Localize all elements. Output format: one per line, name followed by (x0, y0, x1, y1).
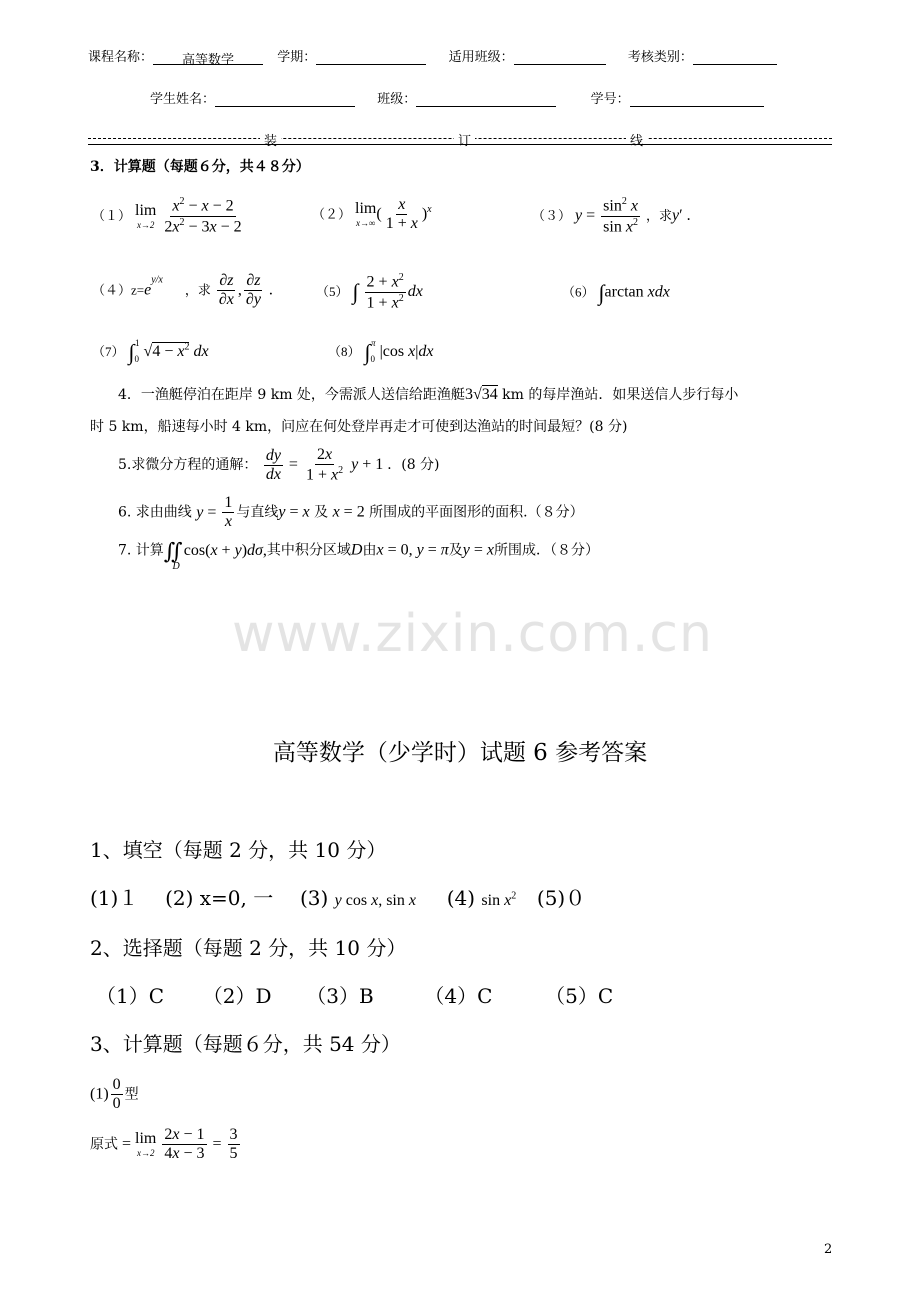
q5: 5.求微分方程的通解： $\frac{dy}{dx}$ = $\frac{2x}{1 + x^2}$ y + 1 ．(8 分) (118, 446, 440, 484)
q5-fraction: $\frac{2x}{1 + x^2}$ (305, 446, 344, 484)
term-label: 学期： (277, 50, 317, 65)
p2-label: （２） (312, 206, 352, 222)
header-row-1 (88, 46, 777, 68)
answer-s1-items: (1)１ (2) x=0, 一 (3) y cos x, sin x (4) $\sin x^2$ (5)０ (90, 886, 586, 910)
course-label: 课程名称： (88, 50, 154, 65)
p3-fraction: $\frac{\sin^2 x}{\sin x^2}$ (603, 196, 638, 236)
answer-s3-title: 3、计算题（每题６分，共 54 分） (90, 1032, 401, 1056)
binding-zhuang: 装 (260, 130, 281, 149)
q4-line1: 4．一渔艇停泊在距岸 9 km 处，今需派人送信给距渔艇3√34 km 的每岸渔站．如果送信人步行每小 (118, 386, 739, 403)
zero-over-zero: $\frac{0}{0}$ (112, 1076, 121, 1113)
student-field (215, 91, 355, 107)
answer-s2-items (96, 980, 613, 1009)
p7-label: （7） (92, 344, 125, 359)
s2-item-5: （5）C (545, 984, 614, 1008)
q6: 6. 求由曲线 y = $\frac{1}{x}$ 与直线y = x 及 x = 2 所围成的平面图形的面积.（８分） (118, 494, 584, 531)
problem-8: （8） $\int_0^\pi$ |cos x|dx (328, 338, 434, 365)
integral-sign: ∫ (352, 279, 359, 305)
s2-item-2: （2）D (202, 984, 272, 1008)
integral-sign: ∫ (364, 339, 371, 365)
p8-label: （8） (328, 344, 361, 359)
p6-label: （6） (562, 284, 595, 300)
s1-item-4: (4) (446, 886, 476, 910)
p5-fraction: $\frac{2 + x^2}{1 + x^2}$ (366, 272, 404, 312)
answer-orig: 原式 = lim x→2 $\frac{2x - 1}{4x - 3}$ = $\frac{3}{5}$ (90, 1126, 238, 1163)
section3-title: 3．计算题（每题６分，共４８分） (90, 159, 310, 175)
exam-type-label: 考核类别： (627, 50, 693, 65)
integral-sign: ∫ (128, 339, 135, 365)
answer-result: $\frac{3}{5}$ (229, 1126, 238, 1163)
p2-fraction: $\frac{x}{1 + x}$ (385, 196, 418, 233)
p3-label: （３） (532, 207, 572, 223)
p4-dzdx: $\frac{\partial z}{\partial x}$ (218, 272, 234, 309)
s1-item-2: (2) x=0, 一 (165, 886, 274, 910)
problem-3: （３） y = $\frac{\sin^2 x}{\sin x^2}$ ，求y′ . (532, 196, 691, 236)
problem-5: （5） ∫ $\frac{2 + x^2}{1 + x^2}$ dx (316, 272, 423, 312)
s2-item-3: （3）B (306, 984, 374, 1008)
answer-s2-title: 2、选择题（每题 2 分，共 10 分） (90, 936, 407, 960)
problem-6: （6） ∫arctan xdx (562, 280, 670, 305)
p4-label: （４）z= (92, 282, 145, 298)
q7: 7. 计算$∬_D$ cos(x + y)dσ,其中积分区域D由x = 0, y = π及y = x所围成．（８分） (118, 538, 600, 572)
page-number: 2 (824, 1242, 833, 1257)
student-label: 学生姓名： (150, 92, 216, 107)
problem-7: （7） $\int_0^1$ $√4 - x^2$ dx (92, 338, 209, 365)
p4-dzdy: $\frac{\partial z}{\partial y}$ (245, 272, 261, 309)
binding-xian: 线 (626, 130, 647, 149)
s2-item-1: （1）C (96, 984, 165, 1008)
integral-sign: ∫ (598, 280, 605, 305)
class-label: 适用班级： (448, 50, 514, 65)
problem-1 (92, 196, 246, 236)
binding-line (88, 130, 832, 149)
q6-fraction: $\frac{1}{x}$ (224, 494, 233, 531)
class2-field (416, 91, 556, 107)
answer-s1-title: 1、填空（每题 2 分，共 10 分） (90, 838, 387, 862)
answer-fraction: $\frac{2x - 1}{4x - 3}$ (164, 1126, 205, 1163)
p1-label: （１） (92, 207, 132, 223)
exam-type-field (693, 49, 777, 65)
s1-item-1: (1)１ (90, 886, 139, 910)
double-integral-sign: ∬ (163, 538, 183, 563)
problem-4: $(4)z=e^{y/x}$ ，求 $\frac{\partial z}{\partial x}$ , $\frac{\partial z}{\partial y}$ . (92, 272, 273, 309)
class2-label: 班级： (377, 92, 417, 107)
course-value: 高等数学 (153, 49, 263, 65)
header-row-2 (150, 88, 764, 107)
binding-solid (88, 144, 832, 145)
q5-dydx: $\frac{dy}{dx}$ (265, 446, 281, 484)
id-label: 学号： (590, 92, 630, 107)
q4-line2: 时 5 km，船速每小时 4 km，问应在何处登岸再走才可使到达渔站的时间最短？(8 分) (90, 419, 628, 435)
p5-label: （5） (316, 283, 349, 299)
id-field (630, 91, 764, 107)
s1-item-5: (5)０ (536, 886, 586, 910)
limit-symbol: lim x→2 (135, 1130, 157, 1159)
answer-title: 高等数学（少学时）试题 6 参考答案 (272, 740, 648, 766)
answer-type: (1) $\frac{0}{0}$ 型 (90, 1076, 139, 1113)
binding-ding: 订 (454, 130, 475, 149)
class-field (514, 49, 606, 65)
s1-item-3: (3) (299, 886, 329, 910)
s2-item-4: （4）C (424, 984, 493, 1008)
term-field (316, 49, 426, 65)
problem-2: （２） lim x→∞ ( $\frac{x}{1 + x}$ )$^x$ (312, 196, 432, 233)
limit-symbol: lim x→∞ (355, 200, 377, 229)
watermark: www.zixin.com.cn (232, 604, 713, 664)
p1-fraction: $\frac{x^2 - x - 2}{2x^2 - 3x - 2}$ (164, 196, 242, 236)
limit-symbol: lim x→2 (135, 201, 157, 230)
